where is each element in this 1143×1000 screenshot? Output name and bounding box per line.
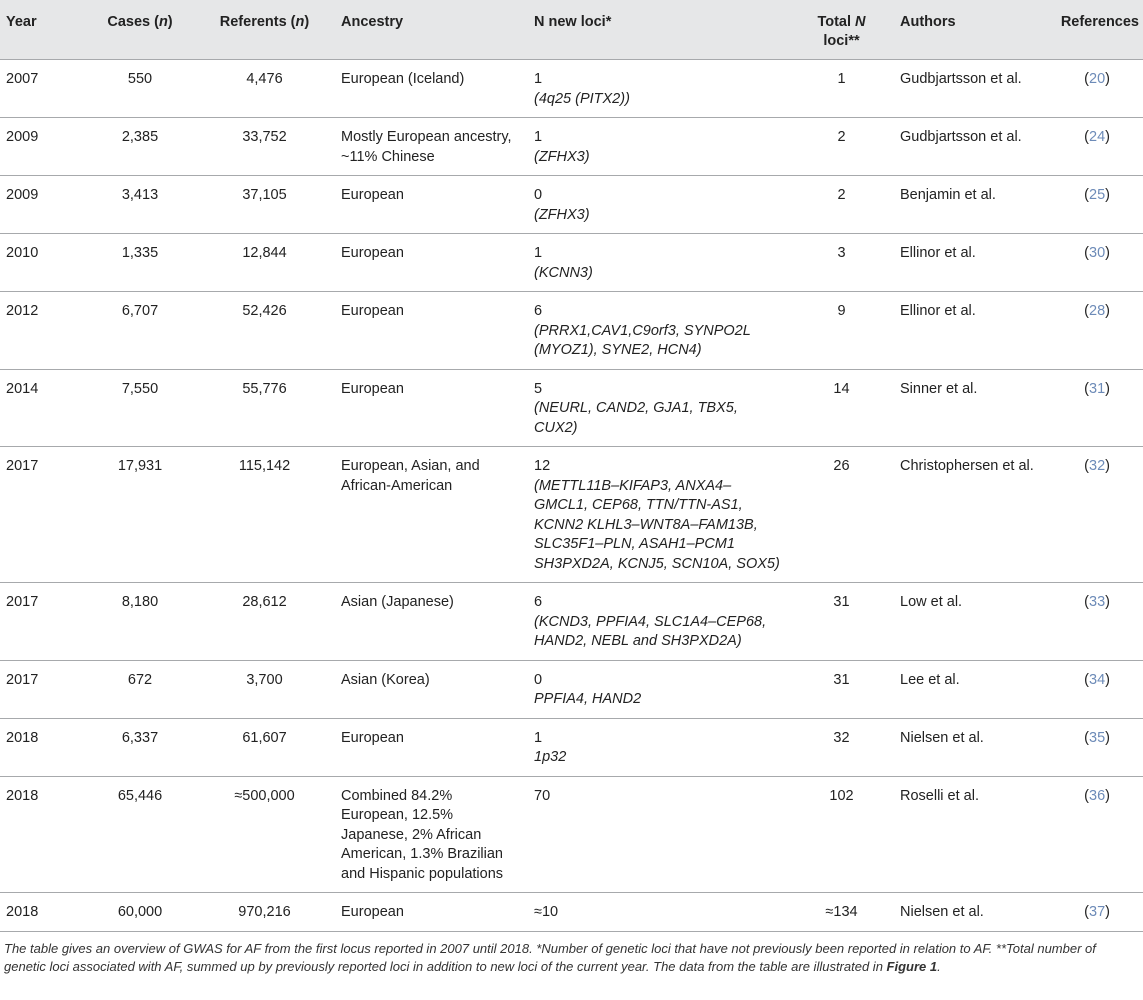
table-row bbox=[0, 776, 1143, 893]
table-row bbox=[0, 718, 1143, 776]
cell-year: 2009 bbox=[0, 118, 86, 176]
cell-reference: (36) bbox=[1045, 776, 1143, 893]
cell-reference: (30) bbox=[1045, 234, 1143, 292]
new-loci-count: 0 bbox=[534, 187, 543, 203]
cell-cases: 550 bbox=[86, 60, 194, 118]
cell-total-loci: 2 bbox=[789, 118, 894, 176]
cell-authors: Ellinor et al. bbox=[894, 234, 1045, 292]
table-caption bbox=[0, 932, 1143, 976]
cell-authors: Low et al. bbox=[894, 583, 1045, 661]
cell-referents: 61,607 bbox=[194, 718, 335, 776]
cell-referents: 12,844 bbox=[194, 234, 335, 292]
cell-authors: Nielsen et al. bbox=[894, 718, 1045, 776]
cell-cases: 7,550 bbox=[86, 369, 194, 447]
cell-authors: Sinner et al. bbox=[894, 369, 1045, 447]
cell-total-loci: ≈134 bbox=[789, 893, 894, 932]
cell-authors: Lee et al. bbox=[894, 660, 1045, 718]
cell-year: 2018 bbox=[0, 776, 86, 893]
header-total-loci: Total N loci** bbox=[789, 0, 894, 60]
cell-new-loci bbox=[528, 369, 789, 447]
cell-referents: 52,426 bbox=[194, 292, 335, 370]
caption-text: The table gives an overview of GWAS for AF from the first locus reported in 2007 until 2018. *Number of genetic loci that have not previously been reported in relation to AF. **Total number of genetic loci associated with AF, summed up by previously reported loci in addition to new loci of the current year. The data from the table are illustrated in bbox=[4, 940, 1096, 974]
cell-reference: (32) bbox=[1045, 447, 1143, 583]
cell-referents: 3,700 bbox=[194, 660, 335, 718]
reference-link[interactable]: 28 bbox=[1089, 303, 1106, 319]
cell-referents: 970,216 bbox=[194, 893, 335, 932]
reference-link[interactable]: 32 bbox=[1089, 458, 1106, 474]
loci-names: (ZFHX3) bbox=[534, 148, 590, 165]
cell-year: 2017 bbox=[0, 447, 86, 583]
table-row bbox=[0, 583, 1143, 661]
table-header bbox=[0, 0, 1143, 60]
table-row bbox=[0, 60, 1143, 118]
loci-names: (KCNN3) bbox=[534, 264, 593, 281]
cell-referents: ≈500,000 bbox=[194, 776, 335, 893]
cell-reference: (33) bbox=[1045, 583, 1143, 661]
cell-referents: 33,752 bbox=[194, 118, 335, 176]
header-ancestry: Ancestry bbox=[335, 0, 528, 60]
table-row bbox=[0, 176, 1143, 234]
new-loci-count: 70 bbox=[534, 787, 551, 804]
table-row bbox=[0, 292, 1143, 370]
cell-ancestry: Mostly European ancestry, ~11% Chinese bbox=[335, 118, 528, 176]
cell-reference: (28) bbox=[1045, 292, 1143, 370]
cell-cases: 1,335 bbox=[86, 234, 194, 292]
cell-authors: Gudbjartsson et al. bbox=[894, 118, 1045, 176]
cell-new-loci bbox=[528, 776, 789, 893]
cell-cases: 8,180 bbox=[86, 583, 194, 661]
new-loci-count: 6 bbox=[534, 594, 543, 610]
header-references: References bbox=[1045, 0, 1143, 60]
new-loci-count: 5 bbox=[534, 380, 543, 397]
cell-new-loci bbox=[528, 118, 789, 176]
cell-ancestry: European bbox=[335, 369, 528, 447]
cell-referents: 28,612 bbox=[194, 583, 335, 661]
reference-link[interactable]: 36 bbox=[1089, 787, 1106, 804]
reference-link[interactable]: 35 bbox=[1089, 729, 1106, 746]
loci-names: 1p32 bbox=[534, 749, 567, 765]
cell-total-loci: 31 bbox=[789, 660, 894, 718]
header-referents: Referents (n) bbox=[194, 0, 335, 60]
cell-ancestry: European bbox=[335, 234, 528, 292]
cell-referents: 115,142 bbox=[194, 447, 335, 583]
cell-referents: 37,105 bbox=[194, 176, 335, 234]
cell-authors: Roselli et al. bbox=[894, 776, 1045, 893]
reference-link[interactable]: 20 bbox=[1089, 71, 1106, 87]
cell-reference: (25) bbox=[1045, 176, 1143, 234]
cell-total-loci: 3 bbox=[789, 234, 894, 292]
cell-ancestry: Asian (Japanese) bbox=[335, 583, 528, 661]
new-loci-count: 0 bbox=[534, 671, 543, 688]
new-loci-count: 1 bbox=[534, 71, 543, 87]
cell-new-loci bbox=[528, 660, 789, 718]
cell-authors: Benjamin et al. bbox=[894, 176, 1045, 234]
loci-names: PPFIA4, HAND2 bbox=[534, 691, 642, 707]
cell-cases: 3,413 bbox=[86, 176, 194, 234]
cell-reference: (37) bbox=[1045, 893, 1143, 932]
cell-ancestry: European bbox=[335, 176, 528, 234]
loci-names: (KCND3, PPFIA4, SLC1A4–CEP68, HAND2, NEBL and SH3PXD2A) bbox=[534, 613, 767, 649]
loci-names: (ZFHX3) bbox=[534, 206, 590, 223]
cell-reference: (34) bbox=[1045, 660, 1143, 718]
loci-names: (NEURL, CAND2, GJA1, TBX5, CUX2) bbox=[534, 400, 738, 436]
cell-year: 2010 bbox=[0, 234, 86, 292]
new-loci-count: 1 bbox=[534, 245, 543, 261]
header-new-loci: N new loci* bbox=[528, 0, 789, 60]
cell-ancestry: Asian (Korea) bbox=[335, 660, 528, 718]
cell-new-loci bbox=[528, 60, 789, 118]
cell-total-loci: 2 bbox=[789, 176, 894, 234]
table-row bbox=[0, 234, 1143, 292]
new-loci-count: 1 bbox=[534, 129, 543, 145]
cell-year: 2009 bbox=[0, 176, 86, 234]
loci-names: (METTL11B–KIFAP3, ANXA4–GMCL1, CEP68, TTN/TTN-AS1, KCNN2 KLHL3–WNT8A–FAM13B, SLC35F1–PLN, ASAH1–PCM1 SH3PXD2A, KCNJ5, SCN10A, SOX5) bbox=[534, 477, 780, 572]
header-authors: Authors bbox=[894, 0, 1045, 60]
table-row bbox=[0, 660, 1143, 718]
cell-authors: Christophersen et al. bbox=[894, 447, 1045, 583]
cell-year: 2017 bbox=[0, 660, 86, 718]
table-row bbox=[0, 893, 1143, 932]
cell-year: 2018 bbox=[0, 718, 86, 776]
cell-authors: Ellinor et al. bbox=[894, 292, 1045, 370]
cell-referents: 4,476 bbox=[194, 60, 335, 118]
cell-total-loci: 31 bbox=[789, 583, 894, 661]
cell-new-loci bbox=[528, 583, 789, 661]
cell-total-loci: 26 bbox=[789, 447, 894, 583]
cell-year: 2018 bbox=[0, 893, 86, 932]
cell-ancestry: European (Iceland) bbox=[335, 60, 528, 118]
header-cases: Cases (n) bbox=[86, 0, 194, 60]
cell-new-loci bbox=[528, 176, 789, 234]
cell-year: 2014 bbox=[0, 369, 86, 447]
table-row bbox=[0, 447, 1143, 583]
cell-year: 2017 bbox=[0, 583, 86, 661]
cell-reference: (35) bbox=[1045, 718, 1143, 776]
cell-authors: Nielsen et al. bbox=[894, 893, 1045, 932]
cell-total-loci: 9 bbox=[789, 292, 894, 370]
figure-1-link[interactable]: Figure 1 bbox=[886, 958, 938, 974]
reference-link[interactable]: 24 bbox=[1089, 129, 1106, 145]
table-row bbox=[0, 118, 1143, 176]
reference-link[interactable]: 37 bbox=[1089, 904, 1106, 920]
reference-link[interactable]: 31 bbox=[1089, 380, 1106, 397]
header-row bbox=[0, 0, 1143, 60]
cell-cases: 2,385 bbox=[86, 118, 194, 176]
reference-link[interactable]: 33 bbox=[1089, 594, 1106, 610]
cell-cases: 60,000 bbox=[86, 893, 194, 932]
cell-reference: (20) bbox=[1045, 60, 1143, 118]
cell-total-loci: 14 bbox=[789, 369, 894, 447]
loci-names: (4q25 (PITX2)) bbox=[534, 90, 630, 107]
cell-total-loci: 1 bbox=[789, 60, 894, 118]
cell-cases: 65,446 bbox=[86, 776, 194, 893]
table-body bbox=[0, 60, 1143, 932]
new-loci-count: ≈10 bbox=[534, 904, 559, 920]
reference-link[interactable]: 25 bbox=[1089, 187, 1106, 203]
cell-cases: 672 bbox=[86, 660, 194, 718]
cell-cases: 6,707 bbox=[86, 292, 194, 370]
caption-end: . bbox=[937, 958, 941, 974]
cell-new-loci bbox=[528, 234, 789, 292]
table-row bbox=[0, 369, 1143, 447]
cell-ancestry: European bbox=[335, 718, 528, 776]
header-year: Year bbox=[0, 0, 86, 60]
cell-ancestry: European bbox=[335, 292, 528, 370]
cell-ancestry: European, Asian, and African-American bbox=[335, 447, 528, 583]
cell-referents: 55,776 bbox=[194, 369, 335, 447]
cell-new-loci bbox=[528, 292, 789, 370]
cell-reference: (31) bbox=[1045, 369, 1143, 447]
cell-total-loci: 32 bbox=[789, 718, 894, 776]
cell-new-loci bbox=[528, 893, 789, 932]
new-loci-count: 12 bbox=[534, 458, 551, 474]
new-loci-count: 1 bbox=[534, 729, 543, 746]
new-loci-count: 6 bbox=[534, 303, 543, 319]
cell-year: 2012 bbox=[0, 292, 86, 370]
reference-link[interactable]: 34 bbox=[1089, 671, 1106, 688]
cell-year: 2007 bbox=[0, 60, 86, 118]
cell-authors: Gudbjartsson et al. bbox=[894, 60, 1045, 118]
cell-reference: (24) bbox=[1045, 118, 1143, 176]
cell-ancestry: Combined 84.2% European, 12.5% Japanese, 2% African American, 1.3% Brazilian and Hispanic populations bbox=[335, 776, 528, 893]
loci-names: (PRRX1,CAV1,C9orf3, SYNPO2L (MYOZ1), SYNE2, HCN4) bbox=[534, 322, 751, 358]
cell-cases: 6,337 bbox=[86, 718, 194, 776]
cell-new-loci bbox=[528, 718, 789, 776]
reference-link[interactable]: 30 bbox=[1089, 245, 1106, 261]
cell-cases: 17,931 bbox=[86, 447, 194, 583]
cell-new-loci bbox=[528, 447, 789, 583]
cell-ancestry: European bbox=[335, 893, 528, 932]
cell-total-loci: 102 bbox=[789, 776, 894, 893]
